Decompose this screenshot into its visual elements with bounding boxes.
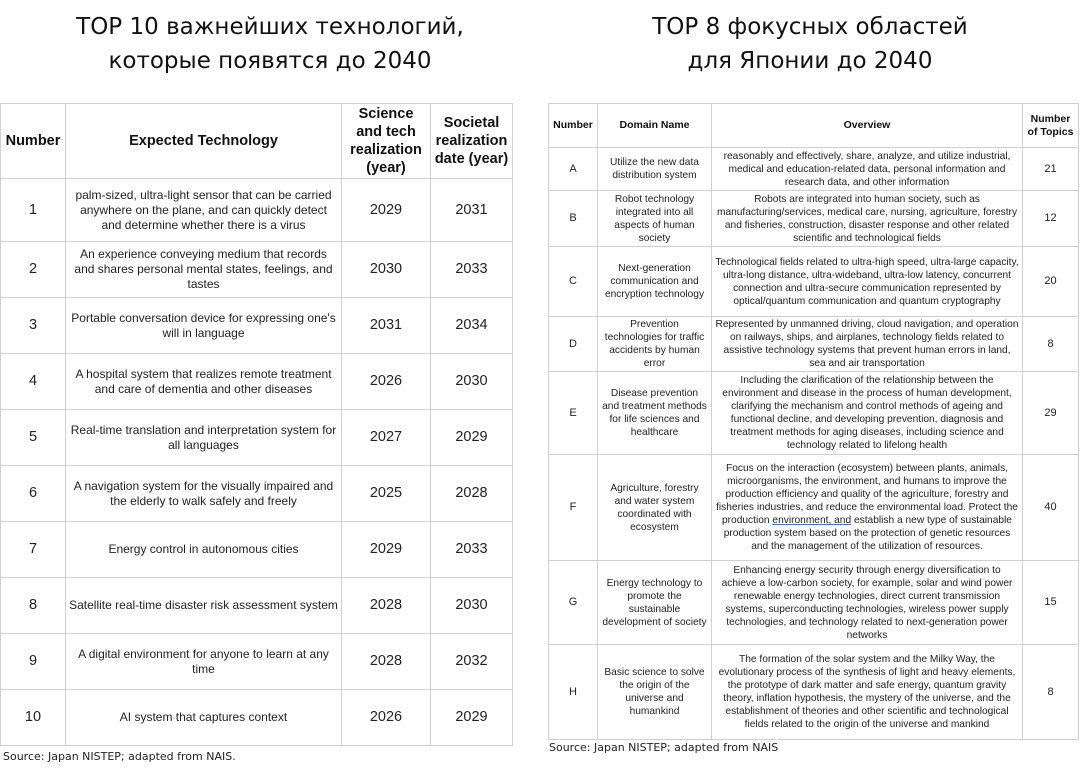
row-overview: reasonably and effectively, share, analyze, and utilize industrial, medical and education-related data, personal information and research data, and other information [712,148,1023,191]
row-domain-name: Disease prevention and treatment methods for life sciences and healthcare [598,372,712,455]
row-letter: C [549,247,598,317]
left-title-line-2: которые появятся до 2040 [108,48,432,74]
row-technology: Energy control in autonomous cities [66,522,342,578]
header-expected-technology: Expected Technology [66,104,342,179]
row-science-year: 2025 [342,466,431,522]
row-domain-name: Next-generation communication and encryption technology [598,247,712,317]
table-header-row [549,104,1079,148]
row-overview: Including the clarification of the relationship between the environment and disease in the process of human development, clarifying the mechanism and control methods of ageing and functional decline, and developing prevention, diagnosis and treatment methods for aging diseases, including science and technology related to lifelong health [712,372,1023,455]
row-domain-name: Energy technology to promote the sustainable development of society [598,561,712,645]
focus-areas-table [548,103,1079,740]
table-row [549,455,1079,561]
row-societal-year: 2029 [431,690,513,746]
row-domain-name: Prevention technologies for traffic accidents by human error [598,317,712,372]
table-row [1,410,513,466]
row-technology: palm-sized, ultra-light sensor that can be carried anywhere on the plane, and can quickly detect and determine whether there is a virus [66,179,342,242]
row-science-year: 2026 [342,690,431,746]
row-number-of-topics: 21 [1023,148,1079,191]
header-science-year: Science and tech realization (year) [342,104,431,179]
row-technology: Portable conversation device for expressing one's will in language [66,298,342,354]
row-overview: Represented by unmanned driving, cloud navigation, and operation on railways, ships, and airplanes, technology fields related to assistive technology systems that prevent human errors in land, sea and air transportation [712,317,1023,372]
table-row [549,645,1079,740]
table-row [1,522,513,578]
row-science-year: 2028 [342,634,431,690]
header-number: Number [549,104,598,148]
overview-underlined-text: environment, and [772,515,852,526]
left-source-note: Source: Japan NISTEP; adapted from NAIS. [3,750,236,763]
row-number: 10 [1,690,66,746]
row-letter: E [549,372,598,455]
row-overview [712,455,1023,561]
row-science-year: 2028 [342,578,431,634]
row-overview: Technological fields related to ultra-high speed, ultra-large capacity, ultra-long distance, ultra-wideband, ultra-low latency, concurrent connection and ultra-secure communication represented by optical/quantum communication and quantum cryptography [712,247,1023,317]
row-number-of-topics: 12 [1023,191,1079,247]
row-technology: A navigation system for the visually impaired and the elderly to walk safely and freely [66,466,342,522]
row-number: 6 [1,466,66,522]
overview-text: establish a new type of sustainable production system based on the protection of genetic resources and the management of the utilization of resources. [723,515,1012,552]
row-letter: D [549,317,598,372]
row-technology: AI system that captures context [66,690,342,746]
row-number: 8 [1,578,66,634]
table-row [549,317,1079,372]
row-number: 7 [1,522,66,578]
row-societal-year: 2030 [431,578,513,634]
row-letter: B [549,191,598,247]
left-title-line-1: TOP 10 важнейших технологий, [76,14,464,40]
row-domain-name: Basic science to solve the origin of the universe and humankind [598,645,712,740]
row-number-of-topics: 20 [1023,247,1079,317]
row-societal-year: 2028 [431,466,513,522]
row-science-year: 2027 [342,410,431,466]
left-panel-title [0,10,540,78]
table-row [1,634,513,690]
row-science-year: 2031 [342,298,431,354]
row-overview: The formation of the solar system and the Milky Way, the evolutionary process of the synthesis of light and heavy elements, the prototype of dark matter and safe energy, quantum gravity theory, inflation hypothesis, the mystery of the universe, and the establishment of theories and other scientific and technological fields related to the origin of the universe and mankind [712,645,1023,740]
table-row [549,561,1079,645]
header-number-of-topics: Number of Topics [1023,104,1079,148]
row-societal-year: 2034 [431,298,513,354]
row-letter: A [549,148,598,191]
table-row [1,690,513,746]
technologies-table [0,103,513,746]
row-number-of-topics: 29 [1023,372,1079,455]
row-science-year: 2029 [342,522,431,578]
header-domain-name: Domain Name [598,104,712,148]
header-societal-year: Societal realization date (year) [431,104,513,179]
table-row [1,298,513,354]
row-number: 9 [1,634,66,690]
row-domain-name: Robot technology integrated into all aspects of human society [598,191,712,247]
table-row [1,354,513,410]
right-source-note: Source: Japan NISTEP; adapted from NAIS [549,741,779,754]
row-societal-year: 2030 [431,354,513,410]
row-overview: Enhancing energy security through energy diversification to achieve a low-carbon society, for example, solar and wind power renewable energy technologies, direct current transmission systems, superconducting technologies, wireless power supply technologies, and technology related to next-generation power networks [712,561,1023,645]
row-overview: Robots are integrated into human society, such as manufacturing/services, medical care, nursing, agriculture, forestry and fisheries, construction, disaster response and other related scientific and technological fields [712,191,1023,247]
row-technology: A hospital system that realizes remote treatment and care of dementia and other diseases [66,354,342,410]
row-number: 2 [1,242,66,298]
row-number: 3 [1,298,66,354]
row-societal-year: 2033 [431,242,513,298]
row-number-of-topics: 8 [1023,645,1079,740]
table-row [549,247,1079,317]
table-header-row [1,104,513,179]
table-row [549,148,1079,191]
right-panel-title [540,10,1080,78]
row-societal-year: 2031 [431,179,513,242]
row-science-year: 2026 [342,354,431,410]
header-overview: Overview [712,104,1023,148]
row-letter: H [549,645,598,740]
row-number-of-topics: 40 [1023,455,1079,561]
table-row [1,242,513,298]
row-science-year: 2029 [342,179,431,242]
table-row [1,466,513,522]
row-technology: A digital environment for anyone to learn at any time [66,634,342,690]
table-row [549,372,1079,455]
row-technology: Satellite real-time disaster risk assessment system [66,578,342,634]
row-societal-year: 2033 [431,522,513,578]
overview-text: Focus on the interaction (ecosystem) between plants, animals, microorganisms, the environment, and humans to improve the production efficiency and quality of the agriculture, forestry and fisheries industries, and reduce the environmental load. Protect the production [716,463,1018,526]
row-number: 5 [1,410,66,466]
row-letter: F [549,455,598,561]
table-row [549,191,1079,247]
right-title-line-2: для Японии до 2040 [687,48,933,74]
row-letter: G [549,561,598,645]
table-row [1,578,513,634]
row-technology: Real-time translation and interpretation system for all languages [66,410,342,466]
row-number-of-topics: 15 [1023,561,1079,645]
row-societal-year: 2029 [431,410,513,466]
row-societal-year: 2032 [431,634,513,690]
row-number: 4 [1,354,66,410]
row-science-year: 2030 [342,242,431,298]
row-technology: An experience conveying medium that records and shares personal mental states, feelings, and tastes [66,242,342,298]
row-number: 1 [1,179,66,242]
row-number-of-topics: 8 [1023,317,1079,372]
table-row [1,179,513,242]
row-domain-name: Agriculture, forestry and water system coordinated with ecosystem [598,455,712,561]
right-title-line-1: TOP 8 фокусных областей [652,14,968,40]
row-domain-name: Utilize the new data distribution system [598,148,712,191]
header-number: Number [1,104,66,179]
